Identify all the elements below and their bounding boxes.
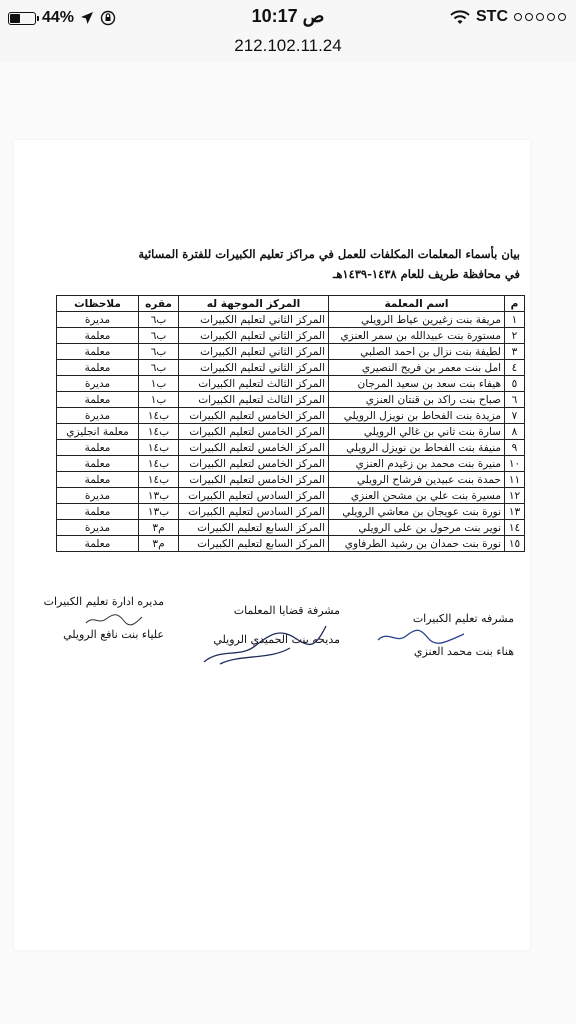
cell-notes: معلمة (57, 360, 139, 376)
cell-center: المركز السادس لتعليم الكبيرات (179, 504, 329, 520)
cell-location: ب١٤ (139, 440, 179, 456)
table-row (57, 488, 525, 504)
cell-center: المركز الخامس لتعليم الكبيرات (179, 424, 329, 440)
cell-location: ب١ (139, 376, 179, 392)
table-row (57, 344, 525, 360)
cell-number: ١٤ (505, 520, 525, 536)
director-title: مديره ادارة تعليم الكبيرات (43, 595, 164, 608)
status-bar (0, 0, 576, 36)
cell-location: م٣ (139, 536, 179, 552)
signature-supervisor (374, 612, 514, 658)
table-row (57, 424, 525, 440)
issues-name: مديحه بنت الحميدي الرويلي (213, 633, 340, 646)
cell-notes: معلمة (57, 536, 139, 552)
cell-number: ٩ (505, 440, 525, 456)
battery-percent: 44% (42, 9, 75, 26)
director-signature-scribble (84, 611, 144, 627)
table-row (57, 440, 525, 456)
header-notes: ملاحظات (57, 296, 139, 312)
cell-teacher-name: حمدة بنت عبيدين فرشاح الرويلي (329, 472, 505, 488)
cell-teacher-name: هيفاء بنت سعد بن سعيد المرجان (329, 376, 505, 392)
cell-teacher-name: لطيفة بنت نزال بن احمد الصلبي (329, 344, 505, 360)
signal-dots-icon (514, 13, 566, 21)
cell-notes: معلمة (57, 344, 139, 360)
cell-location: ب٦ (139, 344, 179, 360)
cell-number: ٣ (505, 344, 525, 360)
cell-number: ١٣ (505, 504, 525, 520)
cell-notes: مديرة (57, 408, 139, 424)
cell-notes: مديرة (57, 488, 139, 504)
cell-center: المركز الثاني لتعليم الكبيرات (179, 344, 329, 360)
cell-notes: معلمة انجليزي (57, 424, 139, 440)
cell-center: المركز الثاني لتعليم الكبيرات (179, 328, 329, 344)
cell-center: المركز السابع لتعليم الكبيرات (179, 520, 329, 536)
cell-center: المركز الثالث لتعليم الكبيرات (179, 392, 329, 408)
cell-number: ٨ (505, 424, 525, 440)
table-row (57, 408, 525, 424)
supervisor-title: مشرفه تعليم الكبيرات (412, 612, 514, 625)
table-row (57, 520, 525, 536)
cell-notes: معلمة (57, 472, 139, 488)
cell-number: ١٥ (505, 536, 525, 552)
cell-location: ب٦ (139, 360, 179, 376)
url-bar[interactable] (0, 36, 576, 63)
table-row (57, 472, 525, 488)
cell-number: ٧ (505, 408, 525, 424)
cell-notes: معلمة (57, 392, 139, 408)
cell-notes: مديرة (57, 312, 139, 328)
cell-notes: معلمة (57, 456, 139, 472)
cell-number: ٢ (505, 328, 525, 344)
table-row (57, 392, 525, 408)
cell-location: ب١٣ (139, 488, 179, 504)
cell-teacher-name: سارة بنت ثاني بن غالي الرويلي (329, 424, 505, 440)
document-title-line2: في محافظة طريف للعام ١٤٣٨-١٤٣٩هـ (332, 267, 520, 281)
cell-number: ١٢ (505, 488, 525, 504)
cell-number: ٤ (505, 360, 525, 376)
status-right (450, 8, 566, 26)
url-text: 212.102.11.24 (234, 36, 342, 55)
cell-notes: معلمة (57, 504, 139, 520)
cell-teacher-name: مزيدة بنت الفحاط بن نويزل الرويلي (329, 408, 505, 424)
cell-teacher-name: مسيرة بنت علي بن مشحن العنزي (329, 488, 505, 504)
document-viewer (0, 62, 576, 1024)
cell-teacher-name: نورة بنت حمدان بن رشيد الطرفاوي (329, 536, 505, 552)
cell-teacher-name: منيرة بنت محمد بن زغيدم العنزي (329, 456, 505, 472)
table-row (57, 376, 525, 392)
cell-teacher-name: مستورة بنت عبيدالله بن سمر العنزي (329, 328, 505, 344)
cell-number: ١ (505, 312, 525, 328)
supervisor-name: هناء بنت محمد العنزي (413, 645, 514, 658)
table-row (57, 360, 525, 376)
table-row (57, 456, 525, 472)
cell-teacher-name: صباح بنت راكد بن قنتان العنزي (329, 392, 505, 408)
cell-center: المركز الخامس لتعليم الكبيرات (179, 440, 329, 456)
cell-location: ب١٤ (139, 456, 179, 472)
cell-teacher-name: مريفة بنت زغيرين عياط الرويلي (329, 312, 505, 328)
carrier-name: STC (476, 8, 508, 25)
cell-center: المركز الخامس لتعليم الكبيرات (179, 456, 329, 472)
cell-center: المركز الثالث لتعليم الكبيرات (179, 376, 329, 392)
signature-director (24, 595, 164, 641)
cell-notes: مديرة (57, 376, 139, 392)
cell-number: ١٠ (505, 456, 525, 472)
cell-teacher-name: منيفة بنت الفحاط بن نويزل الرويلي (329, 440, 505, 456)
cell-notes: معلمة (57, 440, 139, 456)
table-header-row (57, 296, 525, 312)
table-body (57, 312, 525, 552)
clock: 10:17 ص (251, 6, 325, 26)
cell-location: ب٦ (139, 328, 179, 344)
cell-number: ٦ (505, 392, 525, 408)
signature-issues (190, 604, 340, 646)
cell-location: ب١٣ (139, 504, 179, 520)
cell-teacher-name: امل بنت معمر بن فريح النصيري (329, 360, 505, 376)
cell-teacher-name: نوير بنت مرحول بن على الرويلي (329, 520, 505, 536)
issues-signature-scribble (200, 618, 330, 668)
header-location: مقره (139, 296, 179, 312)
header-teacher-name: اسم المعلمة (329, 296, 505, 312)
issues-title: مشرفة قضايا المعلمات (233, 604, 340, 617)
cell-center: المركز السادس لتعليم الكبيرات (179, 488, 329, 504)
director-name: علياء بنت نافع الرويلي (63, 628, 164, 641)
cell-center: المركز الخامس لتعليم الكبيرات (179, 408, 329, 424)
cell-center: المركز الثاني لتعليم الكبيرات (179, 360, 329, 376)
wifi-icon (450, 10, 470, 25)
supervisor-signature-scribble (376, 626, 466, 646)
header-center: المركز الموجهة له (179, 296, 329, 312)
teachers-table (56, 295, 525, 552)
table-row (57, 312, 525, 328)
header-number: م (505, 296, 525, 312)
cell-location: م٣ (139, 520, 179, 536)
cell-number: ٥ (505, 376, 525, 392)
document-title-line1: بيان بأسماء المعلمات المكلفات للعمل في مراكز تعليم الكبيرات للفترة المسائية (138, 247, 520, 261)
table-row (57, 536, 525, 552)
cell-location: ب١٤ (139, 408, 179, 424)
cell-center: المركز الخامس لتعليم الكبيرات (179, 472, 329, 488)
cell-location: ب١٤ (139, 424, 179, 440)
table-row (57, 504, 525, 520)
cell-location: ب١٤ (139, 472, 179, 488)
cell-center: المركز الثاني لتعليم الكبيرات (179, 312, 329, 328)
cell-teacher-name: نورة بنت عويجان بن معاشي الرويلي (329, 504, 505, 520)
cell-number: ١١ (505, 472, 525, 488)
cell-location: ب١ (139, 392, 179, 408)
cell-notes: معلمة (57, 328, 139, 344)
cell-location: ب٦ (139, 312, 179, 328)
table-row (57, 328, 525, 344)
cell-center: المركز السابع لتعليم الكبيرات (179, 536, 329, 552)
cell-notes: مديرة (57, 520, 139, 536)
